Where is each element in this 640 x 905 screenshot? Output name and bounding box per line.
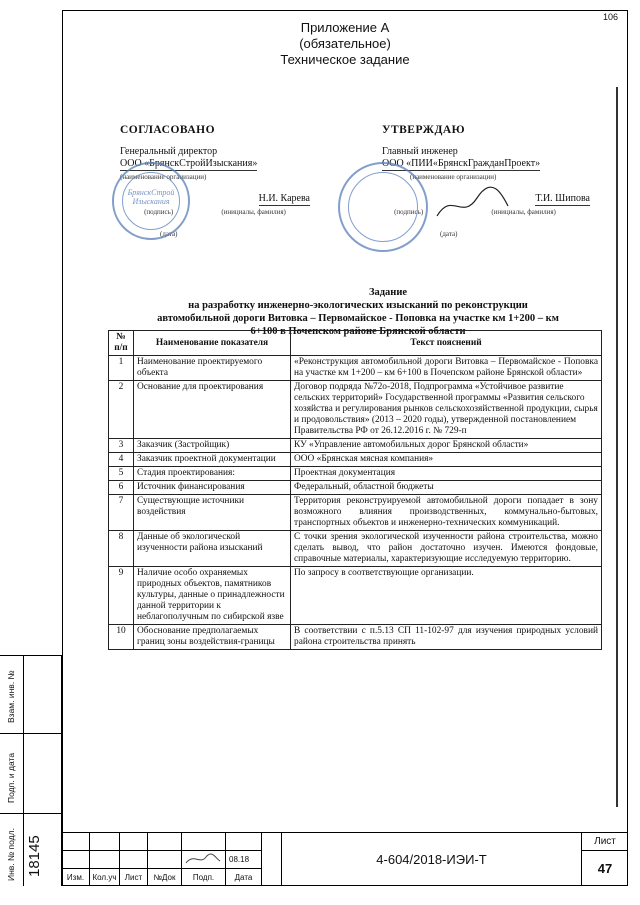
table-row (109, 439, 602, 453)
task-table (108, 330, 602, 650)
scanned-document (98, 82, 618, 822)
row-explanation: Договор подряда №72о-2018, Подпрограмма «Устойчивое развитие сельских территорий» Государственной программы «Развития сельского хозяйства и регулирования рынков сельскохозяйственной продукции, сырья и продовольствия» (2013 – 2020 годы), утвержденной постановлением Правительства РФ от 26.12.2016 г. № 729-п (291, 381, 602, 439)
page-number: 106 (602, 12, 618, 22)
row-number: 3 (109, 439, 134, 453)
col-header-number: № п/п (109, 331, 134, 356)
tb-col-kolvo: Кол.уч (90, 868, 120, 886)
approval-left-position: Генеральный директор (120, 146, 218, 157)
row-indicator: Основание для проектирования (134, 381, 291, 439)
sheet-label: Лист (582, 832, 628, 850)
row-indicator: Заказчик проектной документации (134, 453, 291, 467)
approval-right-org: ООО «ПИИ«БрянскГражданПроект» (382, 158, 541, 169)
row-number: 1 (109, 356, 134, 381)
tb-col-data: Дата (226, 868, 262, 886)
row-explanation: КУ «Управление автомобильных дорог Брянской области» (291, 439, 602, 453)
row-indicator: Существующие источники воздействия (134, 495, 291, 531)
row-number: 10 (109, 625, 134, 650)
row-indicator: Данные об экологической изученности района изысканий (134, 531, 291, 567)
side-inv-value: 18145 (26, 835, 43, 877)
stamp-left-text: БрянскСтрой Изыскания (127, 188, 175, 206)
stamp-left (112, 162, 190, 240)
row-number: 4 (109, 453, 134, 467)
row-indicator: Обоснование предполагаемых границ зоны воздействия-границы (134, 625, 291, 650)
side-label-inv: Инв. № подл. (6, 828, 16, 881)
side-label-vzam: Взам. инв. № (6, 670, 16, 723)
appendix-header (62, 20, 628, 68)
doc-subtitle-3: 6+100 в Почепском районе Брянской области (250, 326, 466, 337)
table-row (109, 381, 602, 439)
approval-right-position: Главный инженер (382, 146, 458, 157)
approval-left-org-caption: (наименование организации) (120, 173, 207, 181)
approval-right-title: УТВЕРЖДАЮ (382, 124, 466, 136)
row-explanation: По запросу в соответствующие организации. (291, 567, 602, 625)
doc-title: Задание (368, 287, 408, 298)
col-header-explanation: Текст пояснений (291, 331, 602, 356)
approval-left-org: ООО «БрянскСтройИзыскания» (120, 158, 258, 169)
row-explanation: С точки зрения экологической изученности района строительства, можно сделать вывод, что район достаточно изучен. Имеются фондовые, справочные материалы, характеризующие исследуемую территорию. (291, 531, 602, 567)
sheet-number: 47 (582, 850, 628, 886)
row-indicator: Стадия проектирования: (134, 467, 291, 481)
row-indicator: Источник финансирования (134, 481, 291, 495)
col-header-indicator: Наименование показателя (134, 331, 291, 356)
doc-subtitle-1: на разработку инженерно-экологических изысканий по реконструкции (188, 300, 528, 311)
table-row (109, 481, 602, 495)
table-row (109, 467, 602, 481)
row-number: 7 (109, 495, 134, 531)
approval-right-name: Т.И. Шипова (535, 193, 590, 204)
approval-left-name: Н.И. Карева (258, 193, 310, 204)
header-line-3: Техническое задание (280, 52, 410, 67)
document-code: 4-604/2018-ИЭИ-Т (282, 832, 582, 886)
table-row (109, 453, 602, 467)
tb-col-izm: Изм. (62, 868, 90, 886)
table-row (109, 531, 602, 567)
table-row (109, 356, 602, 381)
row-number: 5 (109, 467, 134, 481)
header-line-2: (обязательное) (299, 36, 391, 51)
tb-col-list: Лист (120, 868, 148, 886)
row-number: 8 (109, 531, 134, 567)
side-label-podp: Подп. и дата (6, 752, 16, 803)
table-header-row (109, 331, 602, 356)
scan-edge-line (616, 87, 618, 807)
row-number: 6 (109, 481, 134, 495)
tb-col-ndok: №Док (148, 868, 182, 886)
table-row (109, 567, 602, 625)
row-explanation: Федеральный, областной бюджеты (291, 481, 602, 495)
row-explanation: Территория реконструируемой автомобильной дороги попадает в зону возможного влияния производственных, коммунально-бытовых, транспортных объектов и инженерно-технических коммуникаций. (291, 495, 602, 531)
approval-left-title: СОГЛАСОВАНО (120, 124, 216, 136)
side-stamp-strip (0, 655, 62, 886)
title-block-date: 08.18 (226, 850, 262, 868)
table-row (109, 625, 602, 650)
table-row (109, 495, 602, 531)
approval-right-name-caption: (инициалы, фамилия) (491, 208, 556, 216)
header-line-1: Приложение А (300, 20, 390, 35)
row-number: 2 (109, 381, 134, 439)
row-indicator: Заказчик (Застройщик) (134, 439, 291, 453)
approval-left-name-caption: (инициалы, фамилия) (221, 208, 286, 216)
title-block (62, 832, 628, 886)
row-indicator: Наличие особо охраняемых природных объектов, памятников культуры, данные о принадлежности данной территории к неблагополучным по сибирской язве (134, 567, 291, 625)
signature-right (432, 186, 512, 226)
row-explanation: «Реконструкция автомобильной дороги Витовка – Первомайское - Поповка на участке км 1+200 – км 6+100 в Почепском районе Брянской области» (291, 356, 602, 381)
stamp-right (338, 162, 428, 252)
approval-left-sign-caption: (подпись) (144, 208, 174, 216)
approval-left-date-caption: (дата) (160, 230, 178, 238)
approval-right-date-caption: (дата) (440, 230, 458, 238)
approval-right-org-caption: (наименование организации) (410, 173, 497, 181)
row-indicator: Наименование проектируемого объекта (134, 356, 291, 381)
title-block-signature (182, 851, 222, 867)
row-explanation: Проектная документация (291, 467, 602, 481)
doc-subtitle-2: автомобильной дороги Витовка – Первомайское - Поповка на участке км 1+200 – км (157, 313, 559, 324)
row-number: 9 (109, 567, 134, 625)
tb-col-podp: Подп. (182, 868, 226, 886)
approval-right-sign-caption: (подпись) (394, 208, 424, 216)
row-explanation: В соответствии с п.5.13 СП 11-102-97 для изучения природных условий района строительства принять (291, 625, 602, 650)
row-explanation: ООО «Брянская мясная компания» (291, 453, 602, 467)
